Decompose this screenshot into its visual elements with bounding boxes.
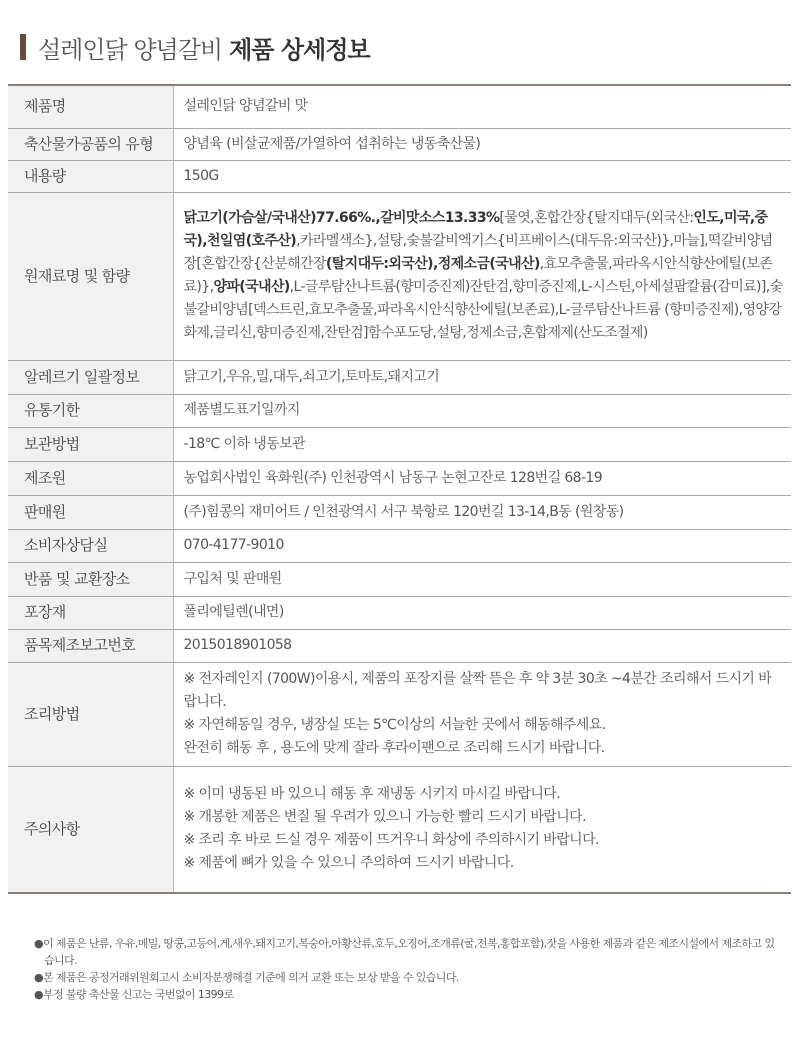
caution-line: ※ 이미 냉동된 바 있으니 해동 후 재냉동 시키지 마시길 바랍니다. xyxy=(183,786,561,803)
caution-line: ※ 개봉한 제품은 변질 될 우려가 있으니 가능한 빨리 드시기 바랍니다. xyxy=(183,809,586,826)
label-ingredients: 원재료명 및 함량 xyxy=(8,192,173,360)
row-manufacturer xyxy=(8,461,791,495)
label-storage: 보관방법 xyxy=(8,427,173,461)
product-spec-table xyxy=(8,84,791,894)
value-product-type: 양념육 (비살균제품/가열하여 섭취하는 냉동축산물) xyxy=(173,128,791,160)
row-content-amount xyxy=(8,160,791,192)
footnote-compensation: ●본 제품은 공정거래위원회고시 소비자분쟁해결 기준에 의거 교환 또는 보상 받을 수 있습니다. xyxy=(34,971,459,984)
ingredients-text-4: ,L-글루탐산나트륨(향미증진제)잔탄검,향미증진제,L-시스틴,아세설팜칼륨(감미료)],숯불갈비양념[덱스트린,효모추출물,파라옥시안식향산에틸(보존료),L-글루탐산나트륨 (향미증진제),영양강화제,글리신,향미증진제,잔탄검]함수포도당,설탕,정제소금,혼합제제(산도조절제) xyxy=(183,279,783,341)
footnotes xyxy=(34,935,784,1003)
ingredients-text-2: ,카라멜색소},설탕,숯불갈비엑기스{비프베이스(대두유:외국산)},마늘],떡갈비양념장[혼합간장{산분해간장 xyxy=(183,233,773,272)
value-caution xyxy=(173,766,791,893)
cooking-line: 완전히 해동 후 , 용도에 맞게 잘라 후라이팬으로 조리해 드시기 바랍니다. xyxy=(183,740,605,756)
label-caution: 주의사항 xyxy=(8,766,173,893)
value-expiry: 제품별도표기일까지 xyxy=(173,394,791,427)
value-packaging: 폴리에틸렌(내면) xyxy=(173,596,791,629)
label-product-name: 제품명 xyxy=(8,85,173,128)
label-content-amount: 내용량 xyxy=(8,160,173,192)
value-consumer-center: 070-4177-9010 xyxy=(173,529,791,562)
label-consumer-center: 소비자상담실 xyxy=(8,529,173,562)
footnote-allergen-facility: ●이 제품은 난류, 우유,메밀, 땅콩,고등어,게,새우,돼지고기,복숭아,아황산류,호두,오징어,조개류(굴,전복,홍합포함),잣을 사용한 제품과 같은 제조시설에서 제조하고 있습니다. xyxy=(34,937,775,967)
label-packaging: 포장재 xyxy=(8,596,173,629)
row-consumer-center xyxy=(8,529,791,562)
row-expiry xyxy=(8,394,791,427)
value-return-place: 구입처 및 판매원 xyxy=(173,562,791,596)
cooking-line: ※ 자연해동일 경우, 냉장실 또는 5℃이상의 서늘한 곳에서 해동해주세요. xyxy=(183,717,606,733)
row-storage xyxy=(8,427,791,461)
row-ingredients xyxy=(8,192,791,360)
row-cooking xyxy=(8,662,791,766)
page-header xyxy=(20,32,370,62)
caution-line: ※ 제품에 뼈가 있을 수 있으니 주의하여 드시기 바랍니다. xyxy=(183,855,514,872)
value-storage: -18℃ 이하 냉동보관 xyxy=(173,427,791,461)
row-product-type xyxy=(8,128,791,160)
value-cooking xyxy=(173,662,791,766)
label-seller: 판매원 xyxy=(8,495,173,529)
label-allergy: 알레르기 일괄정보 xyxy=(8,360,173,394)
footnote-report-hotline: ●부정 불량 축산물 신고는 국번없이 1399로 xyxy=(34,988,234,1001)
caution-line: ※ 조리 후 바로 드실 경우 제품이 뜨거우니 화상에 주의하시기 바랍니다. xyxy=(183,832,599,849)
ingredients-bold-4: 양파(국내산) xyxy=(213,279,290,295)
value-ingredients xyxy=(173,192,791,360)
value-seller: (주)힘콩의 재미어트 / 인천광역시 서구 북항로 120번길 13-14,B동 (원창동) xyxy=(173,495,791,529)
label-expiry: 유통기한 xyxy=(8,394,173,427)
row-seller xyxy=(8,495,791,529)
label-return-place: 반품 및 교환장소 xyxy=(8,562,173,596)
header-accent-bar xyxy=(20,34,26,60)
value-product-name: 설레인닭 양념갈비 맛 xyxy=(173,85,791,128)
label-product-type: 축산물가공품의 유형 xyxy=(8,128,173,160)
label-cooking: 조리방법 xyxy=(8,662,173,766)
ingredients-text-1: [물엿,혼합간장{탈지대두(외국산: xyxy=(499,210,694,226)
value-report-number: 2015018901058 xyxy=(173,629,791,662)
row-caution xyxy=(8,766,791,893)
ingredients-bold-1: 닭고기(가슴살/국내산)77.66%.,갈비맛소스13.33% xyxy=(183,210,500,226)
cooking-line: ※ 전자레인지 (700W)이용시, 제품의 포장지를 살짝 뜯은 후 약 3분 30초 ~4분간 조리해서 드시기 바랍니다. xyxy=(183,671,772,710)
row-packaging xyxy=(8,596,791,629)
header-title-product: 설레인닭 양념갈비 xyxy=(38,35,223,64)
row-allergy xyxy=(8,360,791,394)
row-return-place xyxy=(8,562,791,596)
label-manufacturer: 제조원 xyxy=(8,461,173,495)
ingredients-bold-2: 인도,미국,중국),천일염(호주산) xyxy=(183,210,768,249)
header-title-section: 제품 상세정보 xyxy=(229,35,370,64)
value-content-amount: 150G xyxy=(173,160,791,192)
row-report-number xyxy=(8,629,791,662)
row-product-name xyxy=(8,85,791,128)
value-allergy: 닭고기,우유,밀,대두,쇠고기,토마토,돼지고기 xyxy=(173,360,791,394)
value-manufacturer: 농업회사법인 육화원(주) 인천광역시 남동구 논현고잔로 128번길 68-19 xyxy=(173,461,791,495)
label-report-number: 품목제조보고번호 xyxy=(8,629,173,662)
ingredients-text-3: ,효모추출물,파라옥시안식향산에틸(보존료)}, xyxy=(183,256,773,295)
ingredients-bold-3: (탈지대두:외국산),정제소금(국내산) xyxy=(325,256,540,272)
